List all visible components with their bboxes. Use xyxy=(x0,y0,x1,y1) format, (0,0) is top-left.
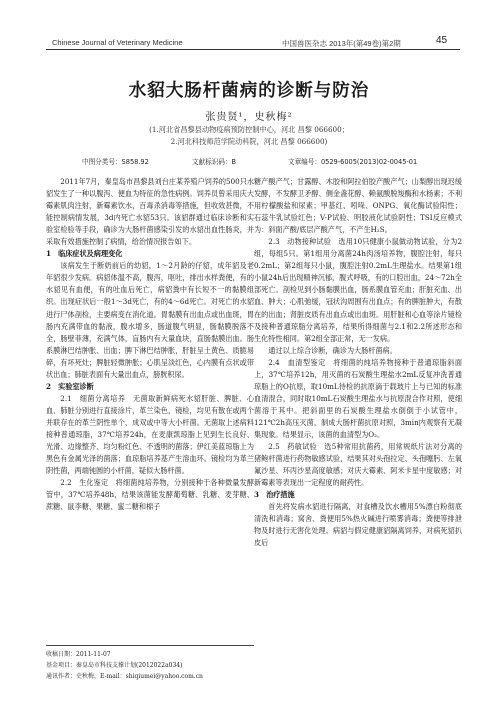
body-paragraph: 2.2 生化鉴定 将细菌纯培养物，分别接种于各种微量发酵管中，37℃培养48h，结果该菌能发酵葡萄糖、乳糖、麦芽糖、蔗糖、鼠李糖、果糖、蜜二糖和棉子 xyxy=(46,478,254,512)
footnote-fund: 基金项目：秦皇岛市科技支撑计划(2012022a034) xyxy=(46,662,183,669)
body-paragraph: 2.5 药敏试验 选5种常用抗菌药，用常规纸片法对分离的猪鲍杆菌进行药物敏感试验，结果其对头孢拉定、头孢噻肟、左氧氟沙星、环丙沙星高度敏感；对庆大霉素、阿米卡星中度敏感；对新霉素等表现出一定程度的耐药性。 xyxy=(254,442,462,488)
article-title: 水貂大肠杆菌病的诊断与防治 xyxy=(128,81,370,101)
page-number: 45 xyxy=(436,35,448,46)
header-rule xyxy=(46,49,460,50)
body-paragraph: 2.1 细菌分离培养 无菌取新鲜病死水貂肝脏、脾脏、心血、肺脏分别进行直接涂片，革兰染色，镜检，均见有散在或两个并联存在的革兰阴性单个、成双或中等大小杆菌。无菌取上述病料接种普通琼脂，37℃培养24h，在麦康凯琼脂上见到生长良好、光滑、边缘整齐、均匀粉红色、不透明的菌落；伊红美蓝琼脂上为黑色有金属光泽的菌落；血琼脂培养基产生溶血环。镜检均为革兰阴性菌，两端钝圆的小杆菌，疑似大肠杆菌。 xyxy=(46,393,254,476)
body-paragraph: 2011年7月，秦皇岛市昌黎县刘台庄某养殖户饲养的500只水貂发生了一种以腹泻、便血为特征的急性病例。饲养员曾采用庆大霉素肌肉注射，新霉素饮水，百毒杀消毒等措施，但收效甚微，不能控制病情发展，3d内死亡水貂53只。该貂群通过临床诊断和实验室检验等手段，确诊为大肠杆菌感染引发的水貂出血性肠炎，并采取有效措施控制了病情，给治情况报告如下。 xyxy=(46,177,254,247)
running-header-left: Chinese Journal of Veterinary Medicine xyxy=(52,38,183,47)
footnote-contact: 通讯作者：史秋梅，E-mail：shiqiumei@yahoo.com.cn xyxy=(46,673,203,680)
body-paragraph: 糖产酸产气；甘露醇、木胶和阿拉伯胶产酸产气；山梨醇出现迟缓发酵，不发酵卫矛醇、侧金盏花醇、赖氨酸脱羧酶和水杨素；不利用柠檬酸盐和尿素；甲基红、吲哚、ONPG、氧化酶试验阳性；石蕊牛乳试验红色；V-P试验、明胶液化试验阴性；TSI反应模式为：斜面产酸/底层产酸产气，不产生H₂S。 xyxy=(254,177,462,235)
section-heading: 1 临床症状及病理变化 xyxy=(46,249,123,259)
body-paragraph: 2.3 动物接种试验 选用10只健康小鼠做动物试验，分为2组，每组5只。第1组用分离菌24h肉汤培养物，腹腔注射，每只0.2mL；第2组每只小鼠，腹腔注射0.2mL生理盐水。结果第1组小鼠24h后出现精神沉郁，腹式呼吸，有的口腔出血，24～72h全部死亡。剖检见到小肠黏膜出血，肠系膜血管充血；肝脏充血、出血、肿大；心肌弛缓，冠状沟周围有出血点；有的脾脏肿大，有散在的出血；肾脏皮质有出血点或出血斑。用肝脏和心血等涂片镜检及接种普通琼脂分离培养，结果所得细菌与2.1和2.2所述形态和生化特性相同。第2组全部正常，无一发病。 xyxy=(254,237,462,343)
running-header-right: 中国兽医杂志 2013年(第49卷)第2期 xyxy=(282,39,401,48)
article-id: 文章编号：0529-6005(2013)02-0045-01 xyxy=(288,158,418,166)
footnote-received: 收稿日期：2011-11-07 xyxy=(46,651,111,658)
section-heading: 3 治疗措施 xyxy=(254,490,295,500)
document-code: 文献标识码：B xyxy=(192,158,237,166)
body-column-left xyxy=(46,176,254,513)
body-paragraph: 通过以上综合诊断，确诊为大肠杆菌病。 xyxy=(268,345,397,355)
body-column-right xyxy=(254,176,462,549)
affiliation-1: (1.河北省昌黎县动物疫病预防控制中心，河北 昌黎 066600； xyxy=(149,125,349,134)
body-paragraph: 首先将发病水貂进行隔离，对食槽及饮水槽用5%漂白粉彻底清洗和消毒；窝舍、粪便用5%热火碱进行喷雾消毒；粪便等排泄物及时进行无害化处理。病貂与假定健康貂隔离饲养，对病死貂扒皮后 xyxy=(254,502,462,548)
footnote-block xyxy=(46,645,254,682)
section-heading: 2 实验室诊断 xyxy=(46,381,94,391)
article-authors: 张贵贤¹，史秋梅² xyxy=(205,112,293,123)
clc-number: 中图分类号：S858.92 xyxy=(82,158,149,166)
body-paragraph: 2.4 血清型鉴定 将细菌的纯培养物接种于普通琼脂斜面上，37℃培养12h，用灭菌的石炭酸生理盐水2mL反复冲洗普通琼脂上的O抗原，取10mL待检的抗原滴于载玻片上与已知的标准血清混合，同时取10mL石炭酸生理盐水与抗原混合作对照，使细菌溶于其中。把斜面里的石炭酸生理盐水倒倒于小试管中，121℃2h高压灭菌，制成大肠杆菌抗原对照，3min内观察有无凝集现象。结果显示，该菌的血清型为O₂。 xyxy=(254,357,462,439)
body-paragraph: 该病发生于断奶前后的幼貂，1～2月龄的仔貂，成年貂及老年貂很少发病。病貂体温不高，腹泻，呕吐，排出水样粪便，有的水貂见有血便，有的吐血后死亡，病貂粪中有长短不一的黏膜组织。出现症状后一般1～3d死亡，有的4～6d死亡。对死亡的水貂进行尸体剖检，主要病变在消化道。胃黏膜有出血点或出血斑，胃肠内充满带血的黏液，腹水增多，肠道腹气明显，肠黏膜脱落不全，肠壁菲薄，充满气体，盲肠内有大量血块，直肠黏膜出血。肠系膜淋巴结肿胀、出血；脾下淋巴结肿胀，肝脏呈土黄色、质脆易碎，有坏死灶；脾脏轻微肿胀；心肌呈淡红色，心内膜有点状或带状出血；肺脏表面有大量出血点，膀胱积尿。 xyxy=(46,261,254,379)
affiliation-2: 2.河北科技师范学院动科院，河北 昌黎 066600) xyxy=(170,137,328,146)
